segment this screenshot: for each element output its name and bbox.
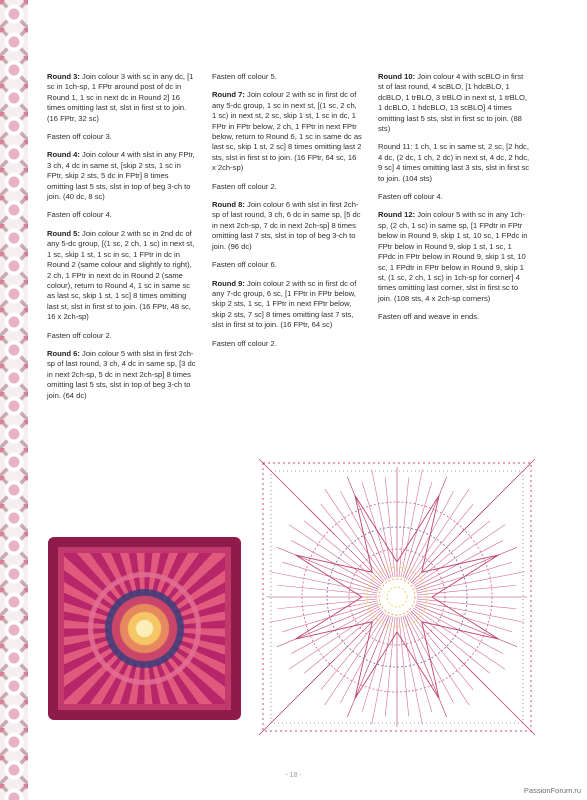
chart-corner-line [459, 659, 535, 735]
instruction-paragraph [378, 312, 530, 322]
instruction-text: Join colour 2 with sc in first dc of any 5-dc group, 1 sc in next st, [(1 sc, 2 ch, 1 sc) in next st, 2 sc, skip 1 st, 1 sc in dc, 1 FPtr in FPtr below, 2 ch, 1 FPtr in next FPtr below, return to Round 6, 1 sc in same dc as last sc, skip 1 st, 2 sc] 8 times omitting last 2 sts, slst in first st to join. (16 FPtr, 64 sc, 16 x 2ch-sp) [212, 90, 362, 173]
instruction-paragraph [212, 339, 362, 349]
instruction-text: Join colour 4 with slst in any FPtr, 3 ch, 4 dc in same st, [skip 2 sts, 1 sc in FPtr, skip 2 sts, 5 dc in FPtr] 8 times omitting last 5 sts, slst in top of beg 3-ch to join. (40 dc, 8 sc) [47, 150, 195, 202]
chart-corner-line [459, 459, 535, 535]
crochet-chart-diagram [259, 459, 535, 735]
instruction-text: Fasten off and weave in ends. [378, 312, 480, 322]
instruction-paragraph [378, 142, 530, 184]
round-title: Round 3: [47, 72, 80, 81]
instruction-paragraph [47, 150, 197, 202]
round-title: Round 10: [378, 72, 416, 81]
instruction-text: Fasten off colour 6. [212, 260, 277, 270]
instruction-text: Join colour 2 with sc in 2nd dc of any 5-dc group, [(1 sc, 2 ch, 1 sc) in next st, 1 sc, skip 1 st, 1 sc in sc, 1 FPtr in dc in Round 2 (same colour and slightly to right), 2 ch, 1 FPtr in next dc in Round 2 (same colour), return to Round 4, 1 sc in same sc as last sc, skip 1 st, 1 sc] 8 times omitting last st, slst in first st to join. (16 FPtr, 48 sc, 16 x 2ch-sp) [47, 228, 195, 322]
chart-stitch-line [408, 614, 469, 705]
round-title: Round 5: [47, 228, 80, 238]
instruction-text: Fasten off colour 2. [47, 330, 112, 340]
instruction-text: Join colour 5 with sc in any 1ch-sp, (2 ch, 1 sc) in same sp, [1 FPdtr in FPtr below in Round 9, skip 1 st, 10 sc, 1 FPdc in FPtr below in Round 9, skip 1 st, 1 sc, 1 FPdc in FPtr below in Round 9, skip 1 st, 10 sc, 1 FPdtr in FPtr below in Round 9, skip 1 st, (1 sc, 2 ch, 1 sc) in 1ch-sp for corner] 4 times omitting last corner, slst in first sc to join. (108 sts, 4 x 2ch-sp corners) [378, 210, 528, 303]
chart-corner-line [259, 659, 335, 735]
round-title: Round 9: [212, 278, 245, 288]
chart-corner-line [259, 459, 335, 535]
instruction-text: Fasten off colour 5. [212, 72, 277, 81]
instruction-paragraph [47, 331, 197, 341]
instruction-paragraph [47, 72, 197, 124]
round-title: Round 6: [47, 348, 80, 358]
instruction-text: Fasten off colour 2. [212, 338, 277, 348]
instruction-paragraph [378, 192, 530, 202]
round-title: Round 12: [378, 210, 416, 220]
decorative-border [0, 0, 28, 800]
chart-stitch-line [414, 608, 505, 669]
instruction-paragraph [212, 260, 362, 270]
crochet-square-photo [48, 537, 241, 720]
instruction-text: Round 11: 1 ch, 1 sc in same st, 2 sc, [2 hdc, 4 dc, (2 dc, 1 ch, 2 dc) in next st, 4 dc, 2 hdc, 9 sc] 4 times omitting last 3 sts, slst in first sc to join. (104 sts) [378, 142, 530, 183]
round-title: Round 8: [212, 200, 245, 210]
instruction-paragraph [212, 200, 362, 252]
instruction-paragraph [212, 279, 362, 331]
page-number: - 18 - [285, 772, 302, 779]
instruction-text: Join colour 6 with slst in first 2ch-sp of last round, 3 ch, 6 dc in same sp, [5 dc in next 2ch-sp, 7 dc in next 2ch-sp] 8 times omitting last 7 sts, slst in top of beg 3-ch to join. (96 dc) [212, 200, 361, 251]
instruction-text: Fasten off colour 4. [378, 192, 443, 202]
round-title: Round 7: [212, 90, 245, 100]
instruction-paragraph [47, 132, 197, 142]
chart-stitch-line [325, 489, 386, 580]
instruction-paragraph [47, 210, 197, 220]
instructions-column-2 [212, 72, 362, 357]
instruction-text: Fasten off colour 4. [47, 210, 112, 220]
instruction-paragraph [212, 72, 362, 82]
round-title: Round 4: [47, 150, 80, 160]
instructions-column-1 [47, 72, 197, 409]
watermark: PassionForum.ru [523, 786, 581, 795]
instruction-text: Fasten off colour 2. [212, 181, 277, 191]
instruction-text: Fasten off colour 3. [47, 132, 112, 142]
instruction-paragraph [212, 182, 362, 192]
instruction-paragraph [378, 72, 530, 134]
instruction-text: Join colour 3 with sc in any dc, [1 sc in 1ch-sp, 1 FPtr around post of dc in Round 1, 1 sc in next dc in Round 2] 16 times omitting last st, slst in first st to join. (16 FPtr, 32 sc) [47, 72, 194, 123]
chart-round-ring [379, 579, 415, 615]
chart-stitch-line [408, 489, 469, 580]
instruction-paragraph [212, 90, 362, 173]
instruction-paragraph [47, 229, 197, 323]
instructions-column-3 [378, 72, 530, 331]
instruction-paragraph [47, 349, 197, 401]
instruction-text: Join colour 5 with slst in first 2ch-sp of last round, 3 ch, 4 dc in same sp, [3 dc in next 2ch-sp, 5 dc in next 2ch-sp] 8 times omitting last 5 sts, slst in top of beg 3-ch to join. (64 dc) [47, 348, 196, 400]
instruction-text: Join colour 4 with scBLO in first st of last round, 4 scBLO, [1 hdcBLO, 1 dcBLO, 1 trBLO, 3 trBLO in next st, 1 trBLO, 1 dcBLO, 1 hdcBLO, 13 scBLO] 4 times omitting last 5 sts, slst in first sc to join. (88 sts) [378, 72, 527, 134]
chart-round-ring [387, 587, 407, 607]
instruction-paragraph [378, 210, 530, 304]
instruction-text: Join colour 2 with sc in first dc of any 7-dc group, 6 sc, [1 FPtr in FPtr below, skip 2 sts, 1 sc, 1 FPtr in next FPtr below, skip 2 sts, 7 sc] 8 times omitting last 7 sts, slst in first st to join. (16 FPtr, 64 sc) [212, 278, 357, 330]
